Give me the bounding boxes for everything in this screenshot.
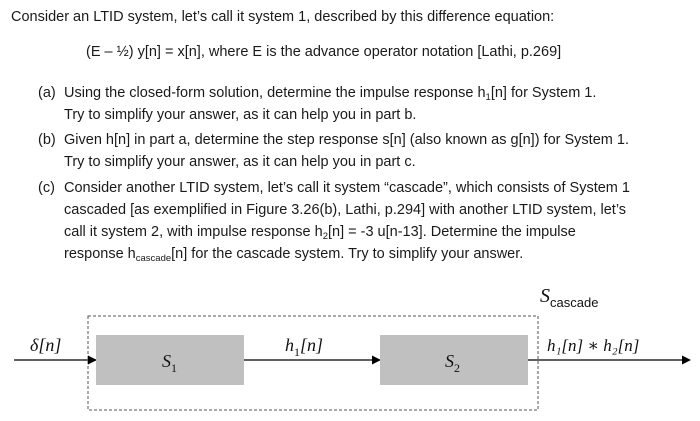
- output-signal-label: h₁[n] ∗ h₂[n]: [547, 336, 640, 355]
- part-b-label: (b): [38, 132, 56, 148]
- part-a-label: (a): [38, 85, 56, 101]
- part-c-line-2: cascaded [as exemplified in Figure 3.26(b), Lathi, p.294] with another LTID system, let’s: [64, 202, 627, 218]
- part-c-line-3: call it system 2, with impulse response $h_2[n] = -3$ u[n-13]. Determine the impulse: [64, 224, 576, 242]
- part-b-line-2: Try to simplify your answer, as it can help you in part c.: [64, 154, 416, 170]
- part-c-line-1: Consider another LTID system, let’s call it system “cascade”, which consists of System 1: [64, 180, 630, 196]
- part-a-line-1: Using the closed-form solution, determine the impulse response $h_1[n]$ for System 1.: [64, 85, 597, 103]
- part-c-label: (c): [38, 180, 55, 196]
- difference-equation: (E – ½) y[n] = x[n], where E is the advance operator notation [Lathi, p.269]: [86, 44, 562, 60]
- intermediate-signal-label: $h_1[n]$: [285, 335, 324, 359]
- input-signal-label: δ[n]: [30, 335, 62, 355]
- part-b-line-1: Given h[n] in part a, determine the step response s[n] (also known as g[n]) for System 1.: [64, 132, 629, 148]
- system-2-block: [380, 335, 528, 385]
- system-2-label: $S_2$: [445, 351, 460, 375]
- problem-intro: Consider an LTID system, let’s call it system 1, described by this difference equation:: [11, 9, 555, 25]
- system-1-label: $S_1$: [162, 351, 177, 375]
- part-a-line-2: Try to simplify your answer, as it can help you in part b.: [64, 107, 417, 123]
- part-c-line-4: response $h_{cascade}[n]$ for the cascade system. Try to simplify your answer.: [64, 246, 524, 264]
- cascade-system-label: $S_{cascade}$: [540, 285, 599, 310]
